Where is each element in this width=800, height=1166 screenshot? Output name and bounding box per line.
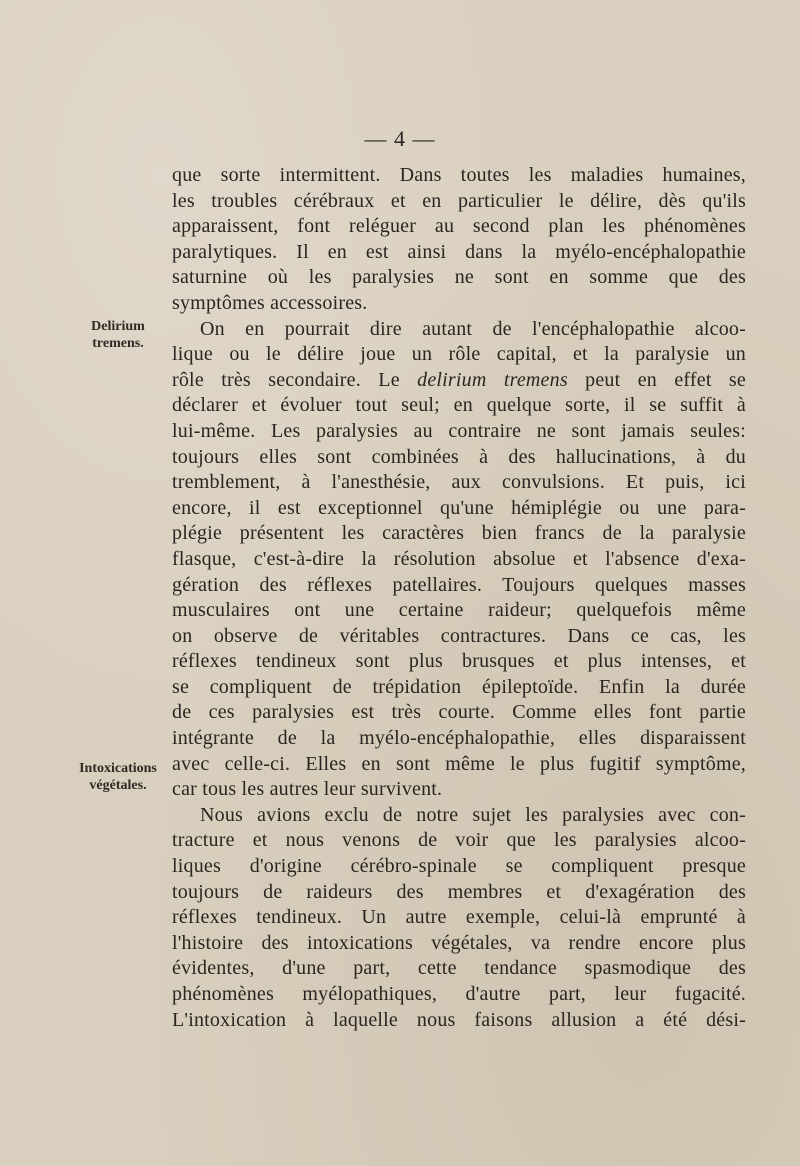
text-line: avec celle-ci. Elles en sont même le plus fugitif symptôme, bbox=[172, 752, 746, 775]
text-line: de ces paralysies est très courte. Comme elles font partie bbox=[172, 701, 746, 724]
text-line: l'histoire des intoxications végétales, va rendre encore plus bbox=[172, 931, 746, 954]
text-segment: peut en effet se bbox=[567, 368, 746, 391]
text-line: les troubles cérébraux et en particulier le délire, dès qu'ils bbox=[172, 189, 746, 212]
text-line: réflexes tendineux. Un autre exemple, celui-là emprunté à bbox=[172, 906, 746, 929]
text-line: paralytiques. Il en est ainsi dans la myélo-encéphalopathie bbox=[172, 240, 746, 263]
text-line: tremblement, à l'anesthésie, aux convulsions. Et puis, ici bbox=[172, 471, 746, 494]
text-line: réflexes tendineux sont plus brusques et plus intenses, et bbox=[172, 650, 746, 673]
text-line: apparaissent, font reléguer au second plan les phénomènes bbox=[172, 215, 746, 238]
text-line: lique ou le délire joue un rôle capital, et la paralysie un bbox=[172, 343, 746, 366]
text-line: car tous les autres leur survivent. bbox=[172, 778, 443, 801]
italic-term: delirium tremens bbox=[417, 368, 568, 391]
text-line: on observe de véritables contractures. Dans ce cas, les bbox=[172, 624, 746, 647]
text-line-with-italic bbox=[172, 368, 746, 394]
marginal-note-delirium-tremens bbox=[70, 318, 166, 352]
marginal-note-line: Delirium bbox=[91, 319, 145, 334]
text-line: On en pourrait dire autant de l'encéphalopathie alcoo- bbox=[200, 317, 746, 340]
marginal-note-line: Intoxications bbox=[79, 761, 157, 776]
text-line: L'intoxication à laquelle nous faisons allusion a été dési- bbox=[172, 1008, 746, 1031]
text-line: encore, il est exceptionnel qu'une hémiplégie ou une para- bbox=[172, 496, 746, 519]
text-line: évidentes, d'une part, cette tendance spasmodique des bbox=[172, 957, 746, 980]
marginal-note-line: végétales. bbox=[89, 778, 147, 793]
text-line: lui-même. Les paralysies au contraire ne sont jamais seules: bbox=[172, 419, 746, 442]
text-line: plégie présentent les caractères bien francs de la paralysie bbox=[172, 522, 746, 545]
text-line: se compliquent de trépidation épileptoïde. Enfin la durée bbox=[172, 675, 746, 698]
text-line: intégrante de la myélo-encéphalopathie, elles disparaissent bbox=[172, 727, 746, 750]
text-line: phénomènes myélopathiques, d'autre part, leur fugacité. bbox=[172, 983, 746, 1005]
text-line: gération des réflexes patellaires. Toujours quelques masses bbox=[172, 573, 746, 596]
text-line: symptômes accessoires. bbox=[172, 291, 368, 314]
text-line: déclarer et évoluer tout seul; en quelque sorte, il se suffit à bbox=[172, 394, 746, 417]
text-line: flasque, c'est-à-dire la résolution absolue et l'absence d'exa- bbox=[172, 547, 746, 570]
text-segment: rôle très secondaire. Le bbox=[172, 368, 418, 391]
text-line: que sorte intermittent. Dans toutes les maladies humaines, bbox=[172, 164, 746, 186]
marginal-note-line: tremens. bbox=[92, 336, 144, 351]
text-line: Nous avions exclu de notre sujet les paralysies avec con- bbox=[200, 803, 746, 826]
body-text bbox=[172, 163, 746, 1033]
text-line: liques d'origine cérébro-spinale se compliquent presque bbox=[172, 855, 746, 878]
text-line: toujours de raideurs des membres et d'exagération des bbox=[172, 880, 746, 903]
marginal-note-intoxications-vegetales bbox=[70, 760, 166, 794]
page-number: — 4 — bbox=[364, 126, 436, 151]
text-line: toujours elles sont combinées à des hallucinations, à du bbox=[172, 445, 746, 468]
text-line: saturnine où les paralysies ne sont en somme que des bbox=[172, 266, 746, 289]
text-line: tracture et nous venons de voir que les paralysies alcoo- bbox=[172, 829, 746, 852]
text-line: musculaires ont une certaine raideur; quelquefois même bbox=[172, 599, 746, 622]
